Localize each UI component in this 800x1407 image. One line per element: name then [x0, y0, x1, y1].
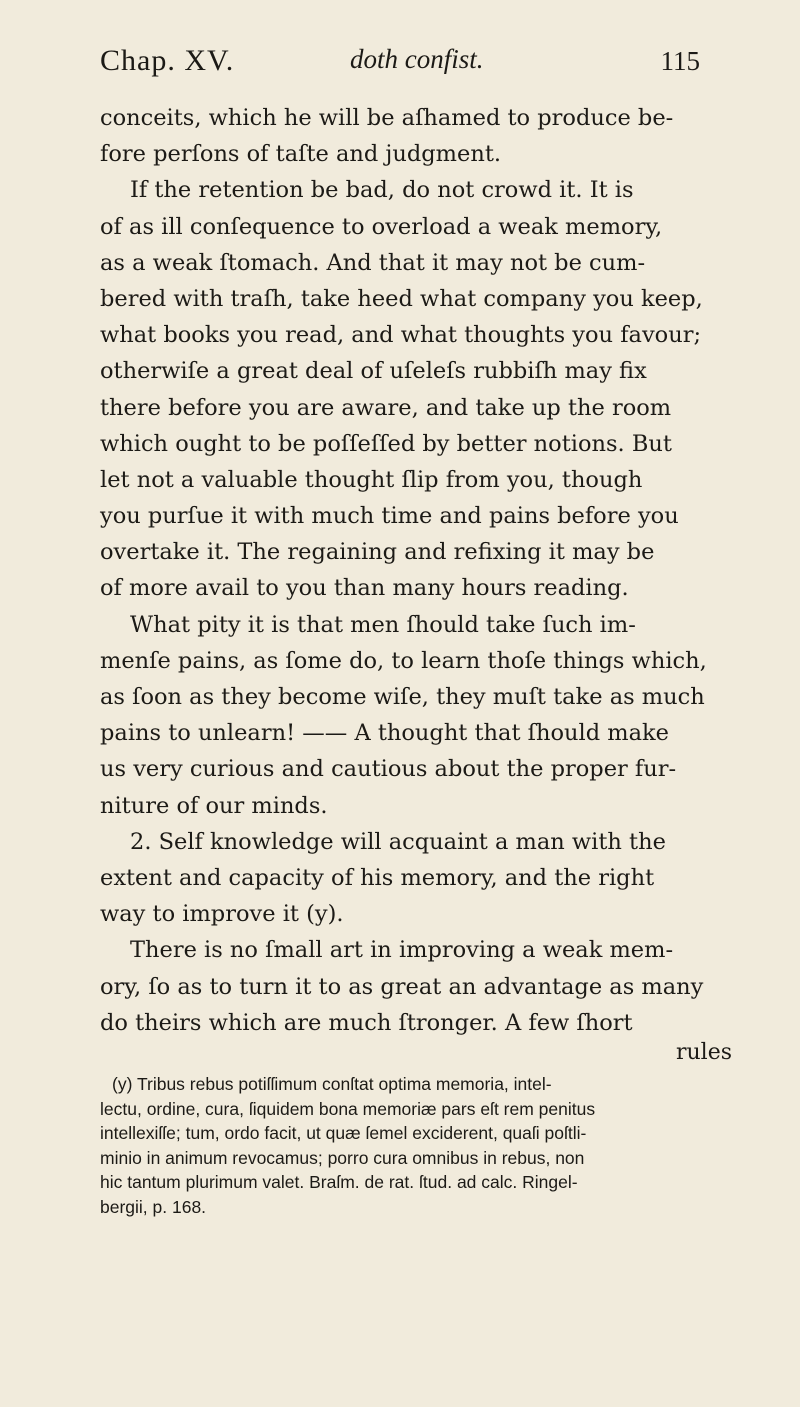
text-line: bered with traſh, take heed what company you keep,	[100, 285, 703, 312]
text-line: extent and capacity of his memory, and the right	[100, 864, 655, 891]
footnote-line: intellexiſſe; tum, ordo facit, ut quæ ſemel exciderent, quaſi poſtli-	[100, 1123, 587, 1143]
footnote-line: (y) Tribus rebus potiſſimum conſtat optima memoria, intel-	[112, 1074, 552, 1094]
text-line: us very curious and cautious about the proper fur-	[100, 756, 677, 783]
running-title: doth confist.	[350, 44, 484, 74]
footnote	[100, 1072, 740, 1219]
text-line: What pity it is that men ſhould take ſuch im-	[130, 611, 636, 638]
text-line: If the retention be bad, do not crowd it. It is	[130, 177, 634, 204]
text-line: way to improve it (y).	[100, 901, 344, 928]
text-line: of as ill conſequence to overload a weak memory,	[100, 213, 663, 240]
text-line: There is no ſmall art in improving a weak mem-	[130, 937, 674, 964]
text-line: fore perſons of taſte and judgment.	[100, 141, 502, 168]
text-line: of more avail to you than many hours reading.	[100, 575, 629, 602]
text-line: as a weak ſtomach. And that it may not be cum-	[100, 249, 646, 276]
text-line: menſe pains, as ſome do, to learn thoſe things which,	[100, 647, 707, 674]
text-line: which ought to be poſſeſſed by better notions. But	[100, 430, 672, 457]
footnote-line: lectu, ordine, cura, ſiquidem bona memoriæ pars eſt rem penitus	[100, 1098, 596, 1119]
footnote-line: bergii, p. 168.	[100, 1196, 207, 1217]
text-line: you purſue it with much time and pains before you	[100, 503, 679, 530]
page-number: 115	[660, 46, 700, 76]
text-line: what books you read, and what thoughts you favour;	[100, 322, 702, 349]
catchword: rules	[675, 1040, 732, 1065]
footnote-line: minio in animum revocamus; porro cura omnibus in rebus, non	[100, 1147, 585, 1168]
chapter-heading: Chap. XV.	[100, 44, 235, 77]
text-line: otherwiſe a great deal of uſeleſs rubbiſh may fix	[100, 358, 647, 385]
text-line: as ſoon as they become wiſe, they muſt take as much	[100, 684, 705, 710]
running-header	[100, 44, 700, 84]
text-line: overtake it. The regaining and refixing it may be	[100, 539, 655, 566]
text-line: let not a valuable thought ſlip from you, though	[100, 466, 643, 493]
text-line: conceits, which he will be aſhamed to produce be-	[100, 105, 674, 131]
body-text	[100, 100, 740, 1041]
text-line: ory, ſo as to turn it to as great an advantage as many	[100, 973, 704, 1000]
text-line: 2. Self knowledge will acquaint a man with the	[130, 828, 666, 855]
text-line: there before you are aware, and take up the room	[100, 394, 672, 421]
text-line: do theirs which are much ſtronger. A few ſhort	[100, 1009, 633, 1036]
text-line: pains to unlearn! —— A thought that ſhould make	[100, 720, 669, 747]
text-line: niture of our minds.	[100, 792, 328, 819]
footnote-line: hic tantum plurimum valet. Braſm. de rat. ſtud. ad calc. Ringel-	[100, 1172, 578, 1192]
